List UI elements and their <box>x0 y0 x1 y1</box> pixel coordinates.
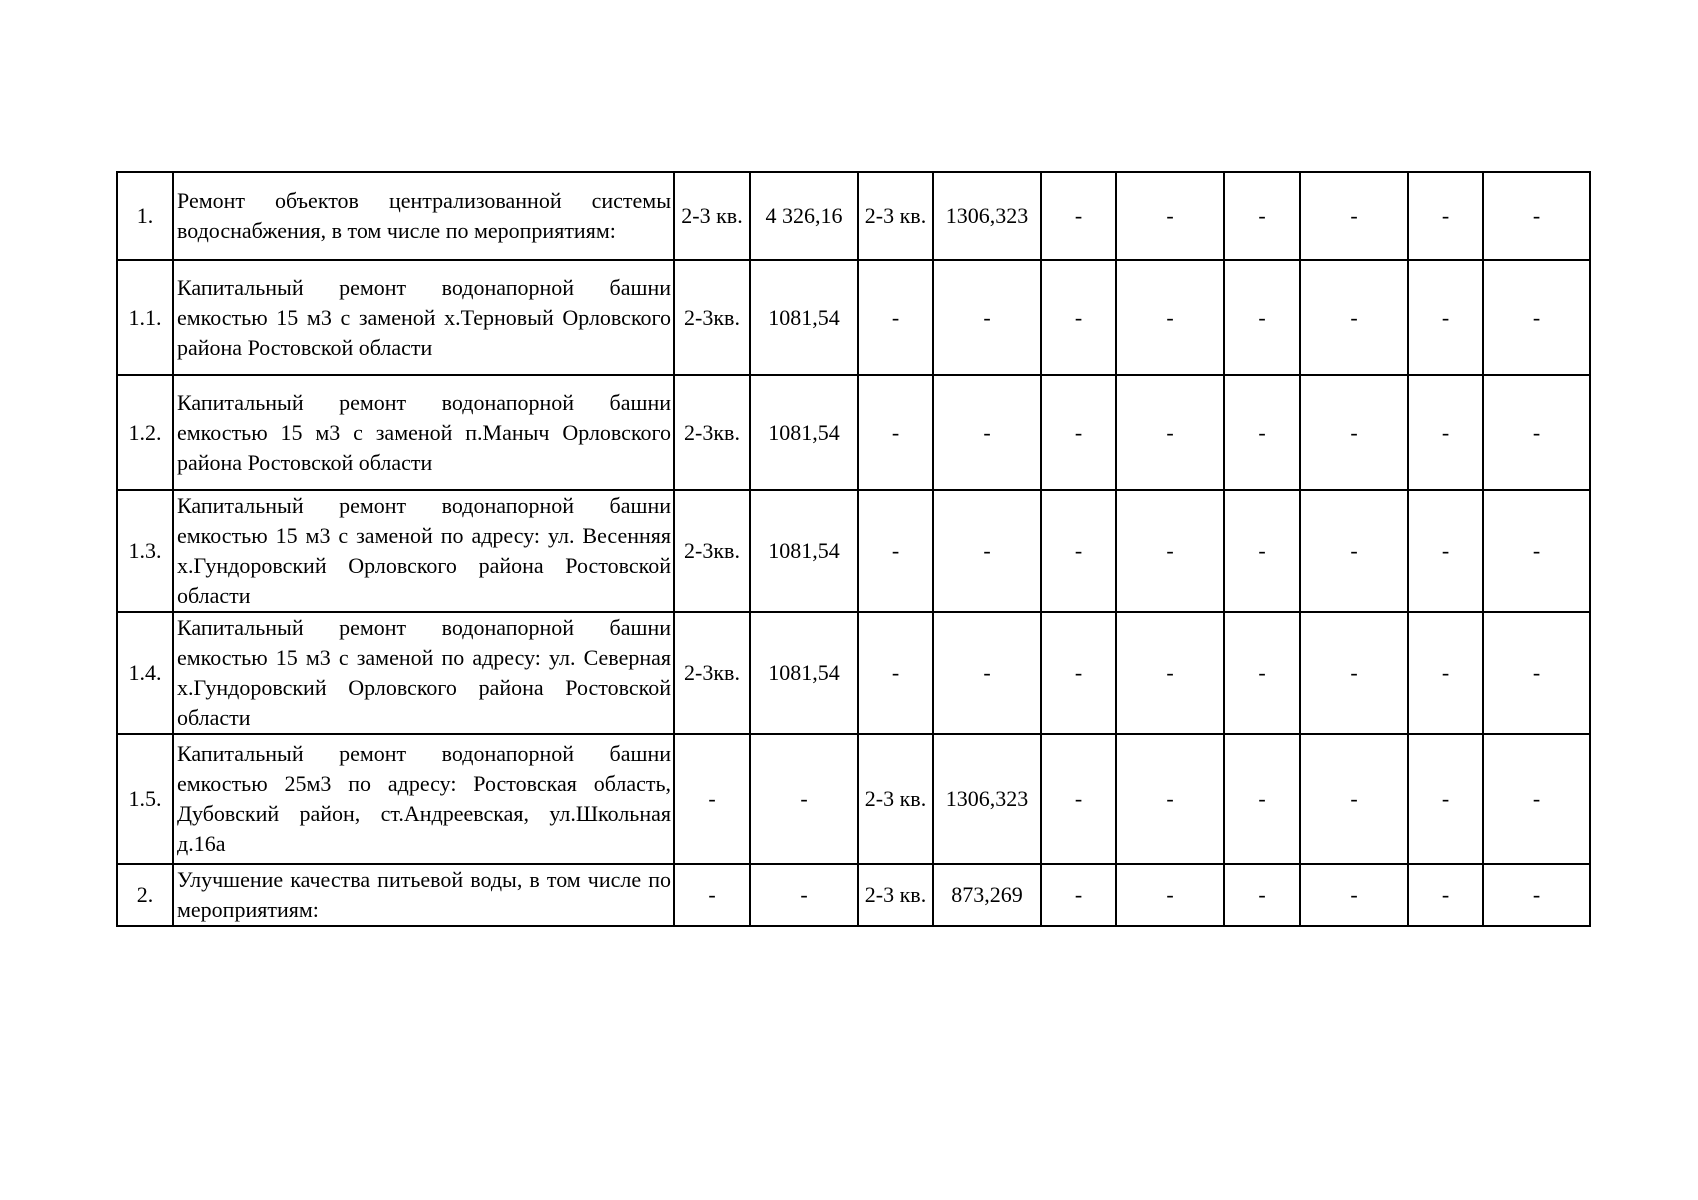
row-number: 1.1. <box>117 260 173 375</box>
amount-cell: - <box>1116 260 1224 375</box>
amount-cell: - <box>1300 172 1408 260</box>
quarter-cell: - <box>858 375 933 490</box>
row-number: 1. <box>117 172 173 260</box>
amount-cell: 4 326,16 <box>750 172 858 260</box>
quarter-cell: - <box>1041 734 1116 864</box>
amount-cell: - <box>1116 172 1224 260</box>
quarter-cell: - <box>1224 172 1300 260</box>
quarter-cell: 2-3кв. <box>674 375 750 490</box>
amount-cell: 1081,54 <box>750 375 858 490</box>
amount-cell: - <box>1483 734 1590 864</box>
row-description: Ремонт объектов централизованной системы водоснабжения, в том числе по мероприятиям: <box>173 172 674 260</box>
amount-cell: 873,269 <box>933 864 1041 926</box>
quarter-cell: - <box>1408 490 1483 612</box>
quarter-cell: - <box>674 734 750 864</box>
quarter-cell: 2-3кв. <box>674 612 750 734</box>
amount-cell: - <box>1116 864 1224 926</box>
amount-cell: - <box>1300 375 1408 490</box>
quarter-cell: - <box>1041 375 1116 490</box>
row-number: 1.4. <box>117 612 173 734</box>
quarter-cell: 2-3 кв. <box>858 172 933 260</box>
amount-cell: - <box>1116 375 1224 490</box>
row-description: Капитальный ремонт водонапорной башни емкостью 15 м3 с заменой п.Маныч Орловского района Ростовской области <box>173 375 674 490</box>
row-number: 1.5. <box>117 734 173 864</box>
table-row <box>117 260 1590 375</box>
quarter-cell: - <box>1224 734 1300 864</box>
quarter-cell: - <box>674 864 750 926</box>
amount-cell: - <box>1300 864 1408 926</box>
row-description: Капитальный ремонт водонапорной башни емкостью 15 м3 с заменой по адресу: ул. Весенняя х.Гундоровский Орловского района Ростовской области <box>173 490 674 612</box>
table-row <box>117 375 1590 490</box>
amount-cell: - <box>1483 490 1590 612</box>
quarter-cell: - <box>1224 864 1300 926</box>
amount-cell: - <box>1300 490 1408 612</box>
quarter-cell: - <box>1408 864 1483 926</box>
quarter-cell: - <box>1041 172 1116 260</box>
quarter-cell: - <box>1408 172 1483 260</box>
quarter-cell: 2-3кв. <box>674 260 750 375</box>
quarter-cell: - <box>1041 612 1116 734</box>
quarter-cell: - <box>1224 260 1300 375</box>
row-description: Капитальный ремонт водонапорной башни емкостью 25м3 по адресу: Ростовская область, Дубовский район, ст.Андреевская, ул.Школьная д.16а <box>173 734 674 864</box>
quarter-cell: - <box>1041 490 1116 612</box>
quarter-cell: 2-3 кв. <box>858 734 933 864</box>
row-number: 1.2. <box>117 375 173 490</box>
quarter-cell: - <box>1224 375 1300 490</box>
quarter-cell: - <box>1408 612 1483 734</box>
row-number: 2. <box>117 864 173 926</box>
quarter-cell: - <box>858 260 933 375</box>
quarter-cell: - <box>1041 260 1116 375</box>
quarter-cell: 2-3 кв. <box>858 864 933 926</box>
row-description: Капитальный ремонт водонапорной башни емкостью 15 м3 с заменой х.Терновый Орловского района Ростовской области <box>173 260 674 375</box>
table-row <box>117 734 1590 864</box>
table-row <box>117 864 1590 926</box>
quarter-cell: - <box>858 612 933 734</box>
amount-cell: - <box>1483 864 1590 926</box>
amount-cell: 1081,54 <box>750 260 858 375</box>
amount-cell: - <box>750 734 858 864</box>
quarter-cell: 2-3кв. <box>674 490 750 612</box>
table-body <box>117 172 1590 926</box>
amount-cell: - <box>1300 612 1408 734</box>
quarter-cell: - <box>858 490 933 612</box>
amount-cell: - <box>1483 375 1590 490</box>
row-description: Улучшение качества питьевой воды, в том числе по мероприятиям: <box>173 864 674 926</box>
table-row <box>117 612 1590 734</box>
amount-cell: 1306,323 <box>933 172 1041 260</box>
works-table <box>116 171 1591 927</box>
table-row <box>117 490 1590 612</box>
amount-cell: - <box>1483 260 1590 375</box>
amount-cell: - <box>750 864 858 926</box>
amount-cell: - <box>1300 260 1408 375</box>
amount-cell: - <box>1116 490 1224 612</box>
quarter-cell: - <box>1408 260 1483 375</box>
amount-cell: - <box>933 260 1041 375</box>
amount-cell: 1081,54 <box>750 612 858 734</box>
amount-cell: - <box>1300 734 1408 864</box>
quarter-cell: - <box>1408 375 1483 490</box>
amount-cell: - <box>933 375 1041 490</box>
quarter-cell: - <box>1224 612 1300 734</box>
row-description: Капитальный ремонт водонапорной башни емкостью 15 м3 с заменой по адресу: ул. Северная х.Гундоровский Орловского района Ростовской области <box>173 612 674 734</box>
amount-cell: 1081,54 <box>750 490 858 612</box>
amount-cell: - <box>1483 172 1590 260</box>
amount-cell: - <box>933 490 1041 612</box>
amount-cell: - <box>1116 612 1224 734</box>
table-row <box>117 172 1590 260</box>
quarter-cell: - <box>1041 864 1116 926</box>
quarter-cell: - <box>1408 734 1483 864</box>
quarter-cell: - <box>1224 490 1300 612</box>
row-number: 1.3. <box>117 490 173 612</box>
quarter-cell: 2-3 кв. <box>674 172 750 260</box>
amount-cell: - <box>933 612 1041 734</box>
amount-cell: - <box>1116 734 1224 864</box>
amount-cell: 1306,323 <box>933 734 1041 864</box>
amount-cell: - <box>1483 612 1590 734</box>
